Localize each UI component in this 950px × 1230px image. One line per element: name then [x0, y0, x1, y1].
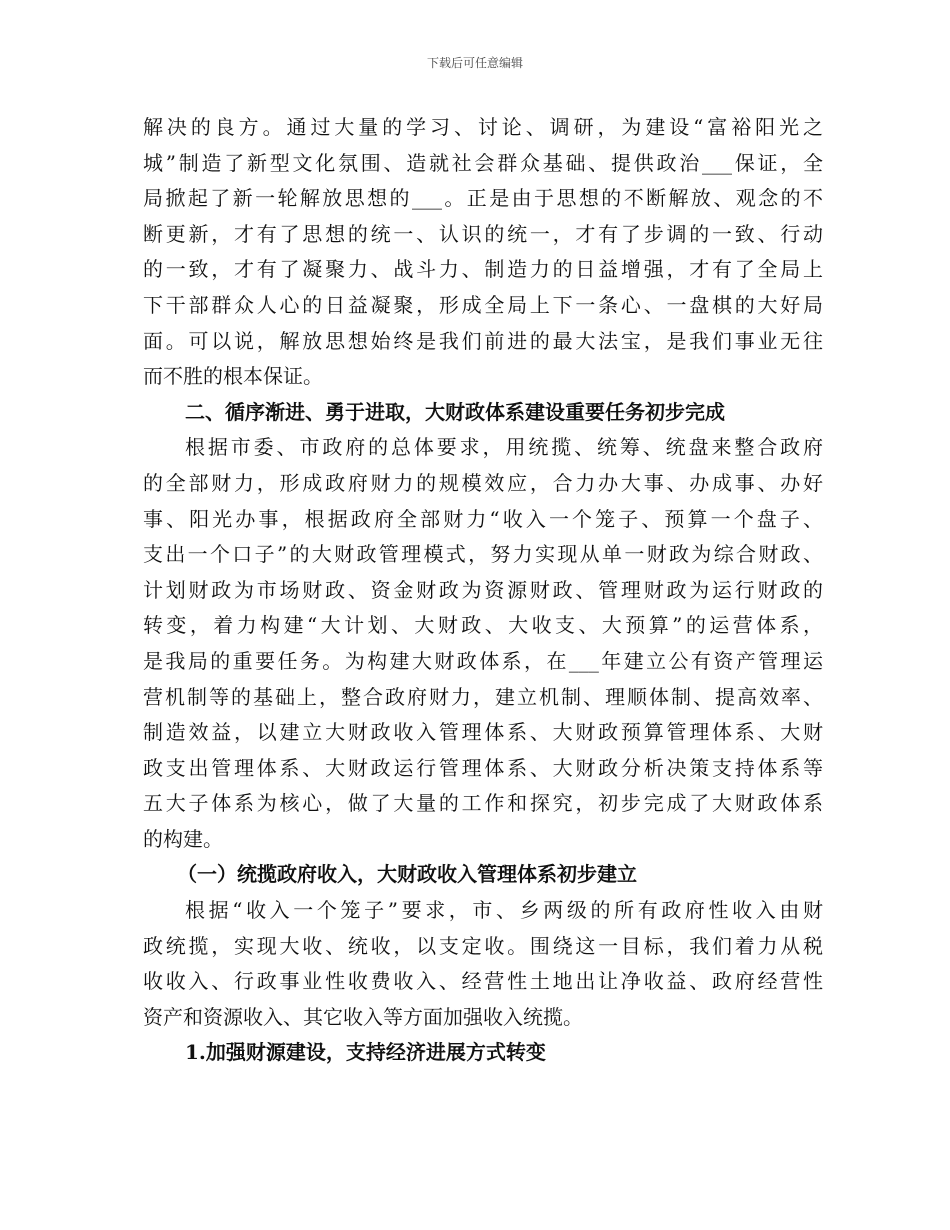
document-body	[143, 110, 823, 1071]
paragraph-line: 政统揽，实现大收、统收，以支定收。围绕这一目标，我们着力从税	[143, 933, 823, 958]
paragraph-line: 根据“收入一个笼子”要求，市、乡两级的所有政府性收入由财	[185, 898, 823, 923]
subsection-heading: （一）统揽政府收入，大财政收入管理体系初步建立	[177, 862, 637, 887]
section-heading: 二、循序渐进、勇于进取，大财政体系建设重要任务初步完成	[185, 399, 725, 424]
paragraph-line: 解决的良方。通过大量的学习、讨论、调研，为建设“富裕阳光之	[143, 115, 823, 139]
paragraph-line: 是我局的重要任务。为构建大财政体系，在___年建立公有资产管理运	[143, 648, 823, 673]
paragraph-line: 收收入、行政事业性收费收入、经营性土地出让净收益、政府经营性	[143, 969, 823, 994]
paragraph-line: 事、阳光办事，根据政府全部财力“收入一个笼子、预算一个盘子、	[143, 506, 823, 531]
paragraph-line: 下干部群众人心的日益凝聚，形成全局上下一条心、一盘棋的大好局	[143, 292, 823, 317]
numbered-heading: 1.加强财源建设，支持经济进展方式转变	[185, 1040, 546, 1065]
paragraph-line: 断更新，才有了思想的统一、认识的统一，才有了步调的一致、行动	[143, 221, 823, 246]
paragraph-line: 制造效益，以建立大财政收入管理体系、大财政预算管理体系、大财	[143, 720, 823, 745]
paragraph-line: 面。可以说，解放思想始终是我们前进的最大法宝，是我们事业无往	[143, 328, 823, 353]
paragraph-line: 五大子体系为核心，做了大量的工作和探究，初步完成了大财政体系	[143, 791, 823, 816]
paragraph-line: 转变，着力构建“大计划、大财政、大收支、大预算”的运营体系，	[143, 613, 823, 638]
paragraph-line: 政支出管理体系、大财政运行管理体系、大财政分析决策支持体系等	[143, 755, 823, 780]
paragraph-line: 而不胜的根本保证。	[143, 364, 323, 389]
paragraph-line: 资产和资源收入、其它收入等方面加强收入统揽。	[143, 1004, 583, 1029]
paragraph-line: 根据市委、市政府的总体要求，用统揽、统筹、统盘来整合政府	[185, 435, 823, 460]
paragraph-line: 的一致，才有了凝聚力、战斗力、制造力的日益增强，才有了全局上	[143, 257, 823, 282]
paragraph-line: 营机制等的基础上，整合政府财力，建立机制、理顺体制、提高效率、	[143, 684, 823, 709]
page-header: 下载后可任意编辑	[426, 56, 523, 70]
paragraph-line: 支出一个口子”的大财政管理模式，努力实现从单一财政为综合财政、	[143, 542, 823, 567]
paragraph-line: 计划财政为市场财政、资金财政为资源财政、管理财政为运行财政的	[143, 577, 823, 602]
paragraph-line: 局掀起了新一轮解放思想的___。正是由于思想的不断解放、观念的不	[143, 186, 823, 211]
paragraph-line: 的构建。	[143, 826, 223, 851]
paragraph-line: 的全部财力，形成政府财力的规模效应，合力办大事、办成事、办好	[143, 470, 823, 495]
paragraph-line: 城”制造了新型文化氛围、造就社会群众基础、提供政治___保证，全	[143, 150, 823, 175]
